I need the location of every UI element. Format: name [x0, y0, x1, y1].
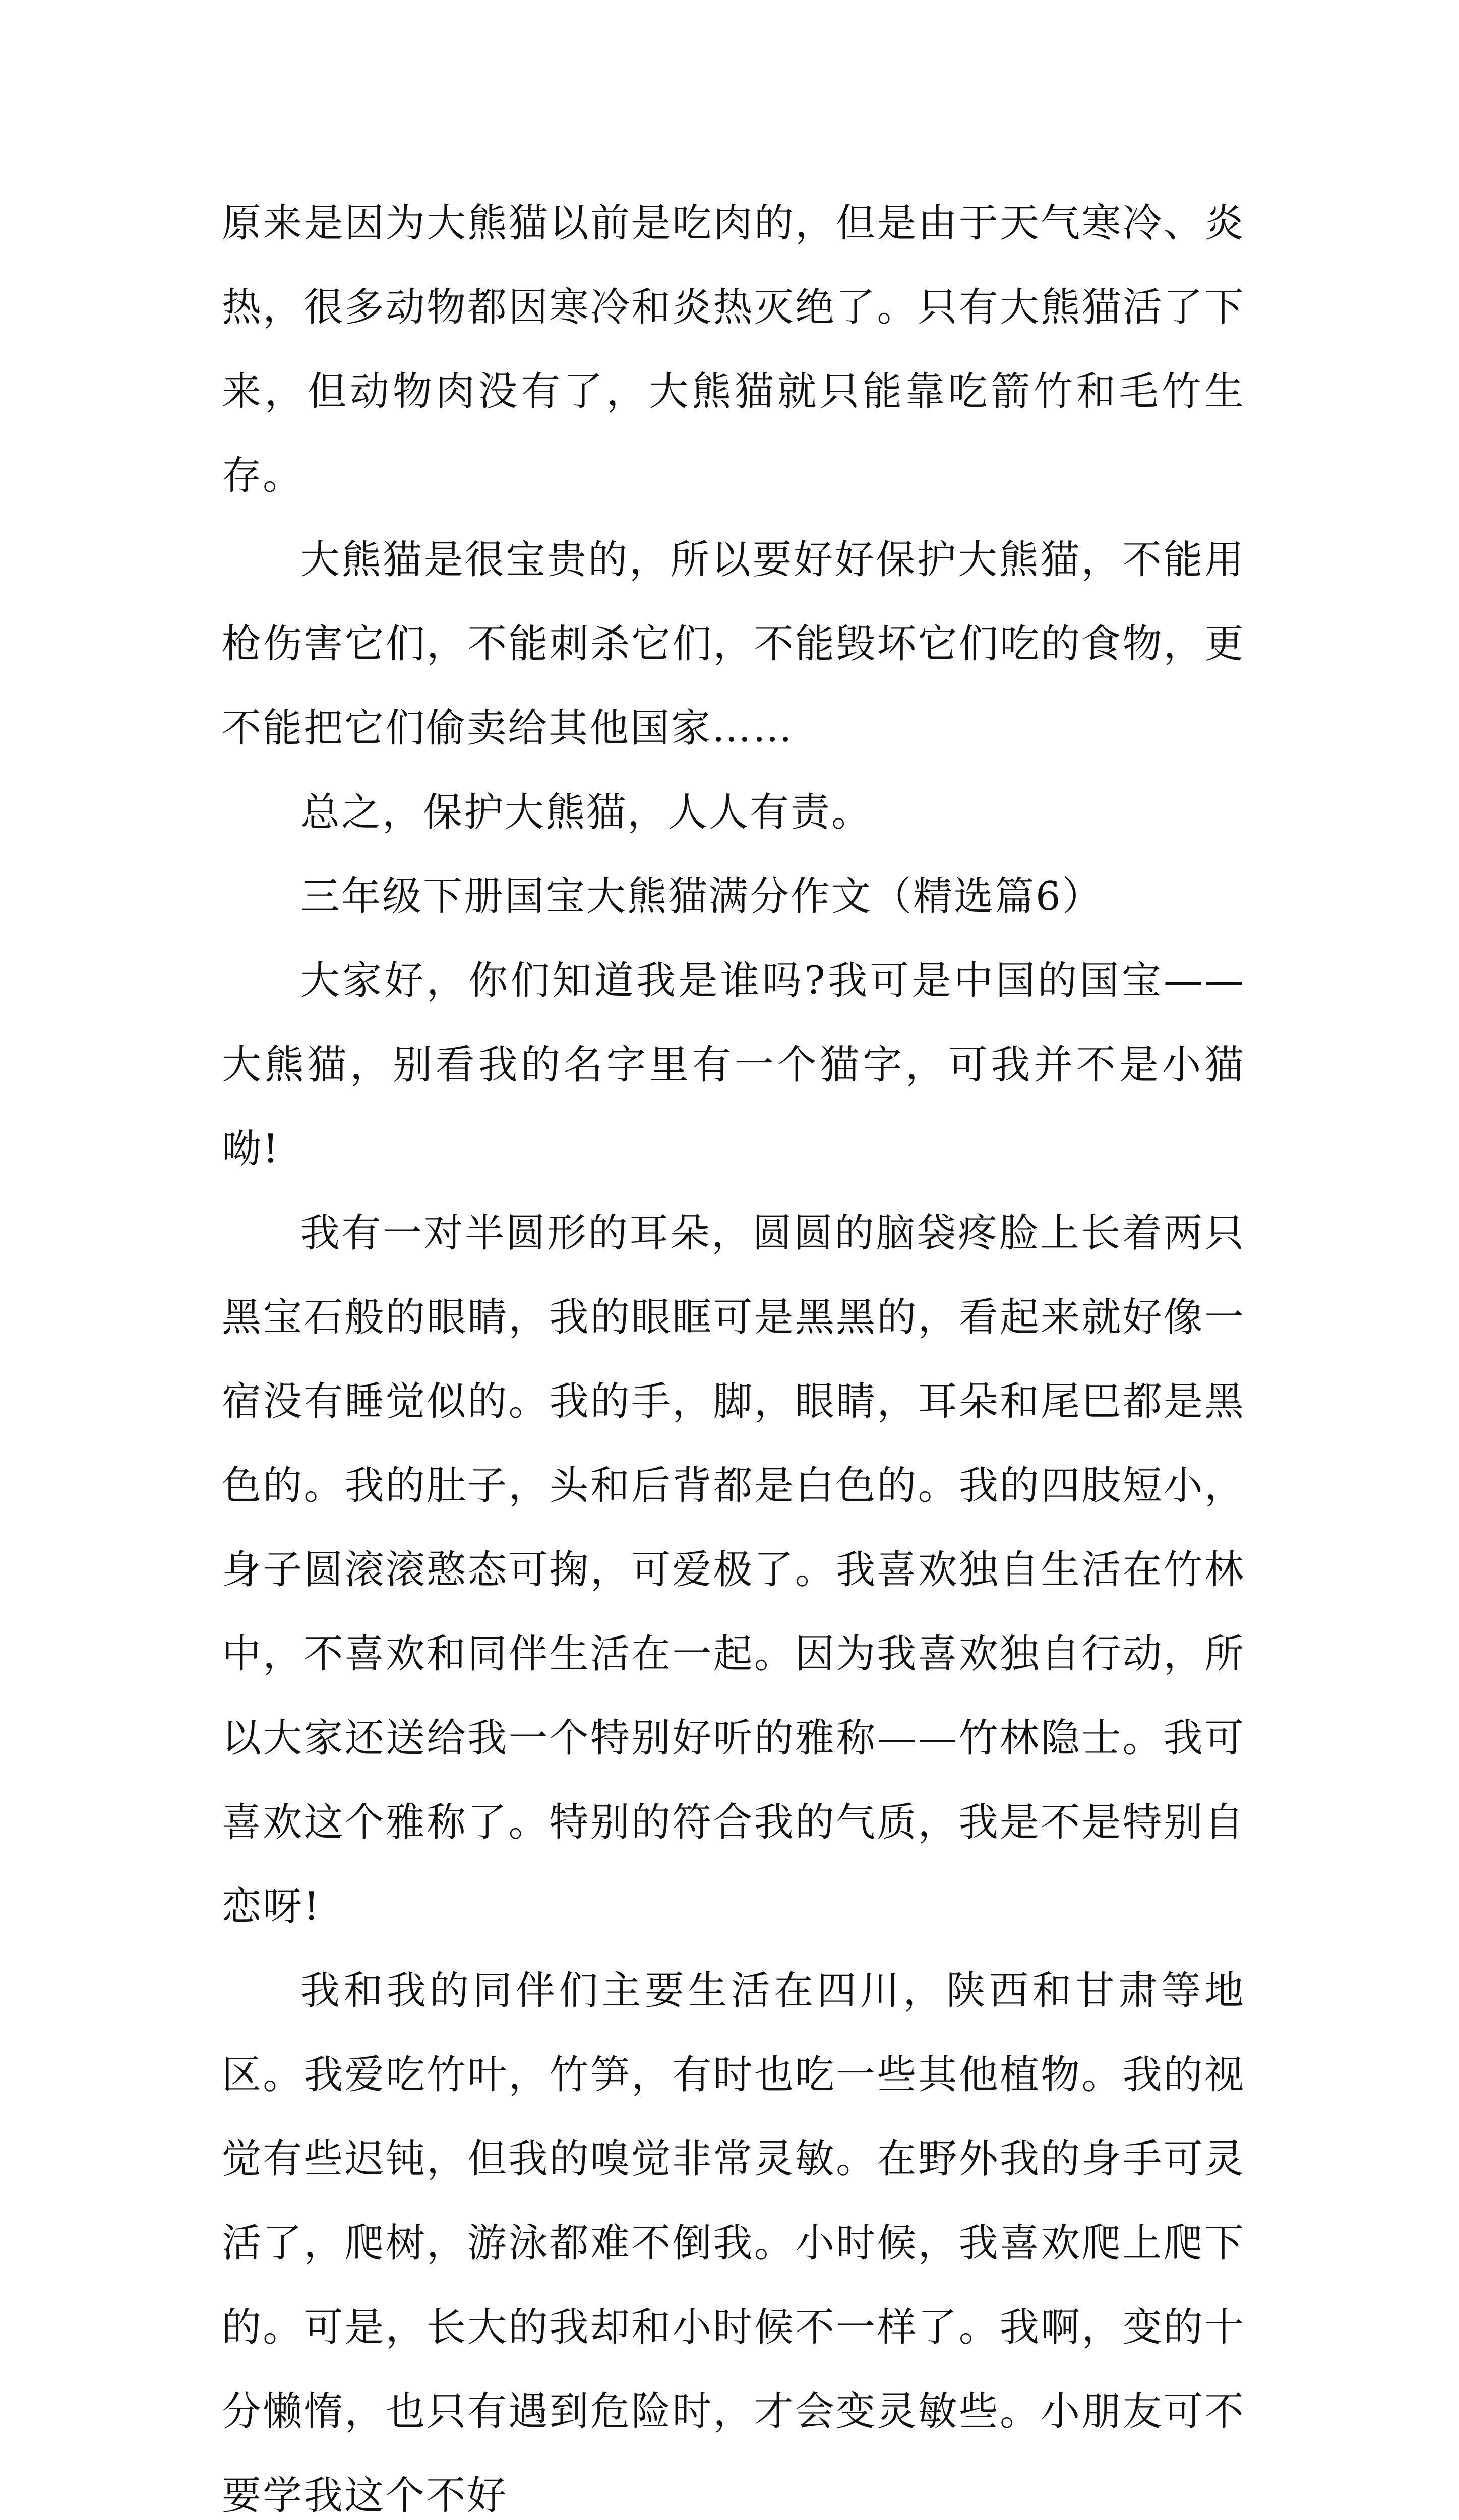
paragraph-appearance: 我有一对半圆形的耳朵，圆圆的脑袋疼脸上长着两只黑宝石般的眼睛，我的眼眶可是黑黑的，看起来就好像一宿没有睡觉似的。我的手，脚，眼睛，耳朵和尾巴都是黑色的。我的肚子，头和后背都是白色的。我的四肢短小，身子圆滚滚憨态可掬，可爱极了。我喜欢独自生活在竹林中，不喜欢和同伴生活在一起。因为我喜欢独自行动，所以大家还送给我一个特别好听的雅称——竹林隐士。我可喜欢这个雅称了。特别的符合我的气质，我是不是特别自恋呀!: [222, 1211, 1245, 1929]
paragraph-habitat: 我和我的同伴们主要生活在四川，陕西和甘肃等地区。我爱吃竹叶，竹笋，有时也吃一些其他植物。我的视觉有些迟钝，但我的嗅觉非常灵敏。在野外我的身手可灵活了，爬树，游泳都难不倒我。小时候，我喜欢爬上爬下的。可是，长大的我却和小时候不一样了。我啊，变的十分懒惰，也只有遇到危险时，才会变灵敏些。小朋友可不要学我这个不好: [222, 1968, 1245, 2518]
paragraph-protect-panda: 大熊猫是很宝贵的，所以要好好保护大熊猫，不能用枪伤害它们，不能刺杀它们，不能毁坏它们吃的食物，更不能把它们偷卖给其他国家……: [222, 537, 1245, 751]
essay-title: 三年级下册国宝大熊猫满分作文（精选篇6）: [300, 874, 1103, 919]
paragraph-continuation: 原来是因为大熊猫以前是吃肉的，但是由于天气寒冷、炎热，很多动物都因寒冷和炎热灭绝了。只有大熊猫活了下来，但动物肉没有了，大熊猫就只能靠吃箭竹和毛竹生存。: [222, 201, 1245, 498]
paragraph-introduction: 大家好，你们知道我是谁吗?我可是中国的国宝——大熊猫，别看我的名字里有一个猫字，可我并不是小猫呦!: [222, 958, 1245, 1172]
document-body: [222, 181, 1245, 2520]
paragraph-conclusion: 总之，保护大熊猫，人人有责。: [300, 790, 873, 835]
